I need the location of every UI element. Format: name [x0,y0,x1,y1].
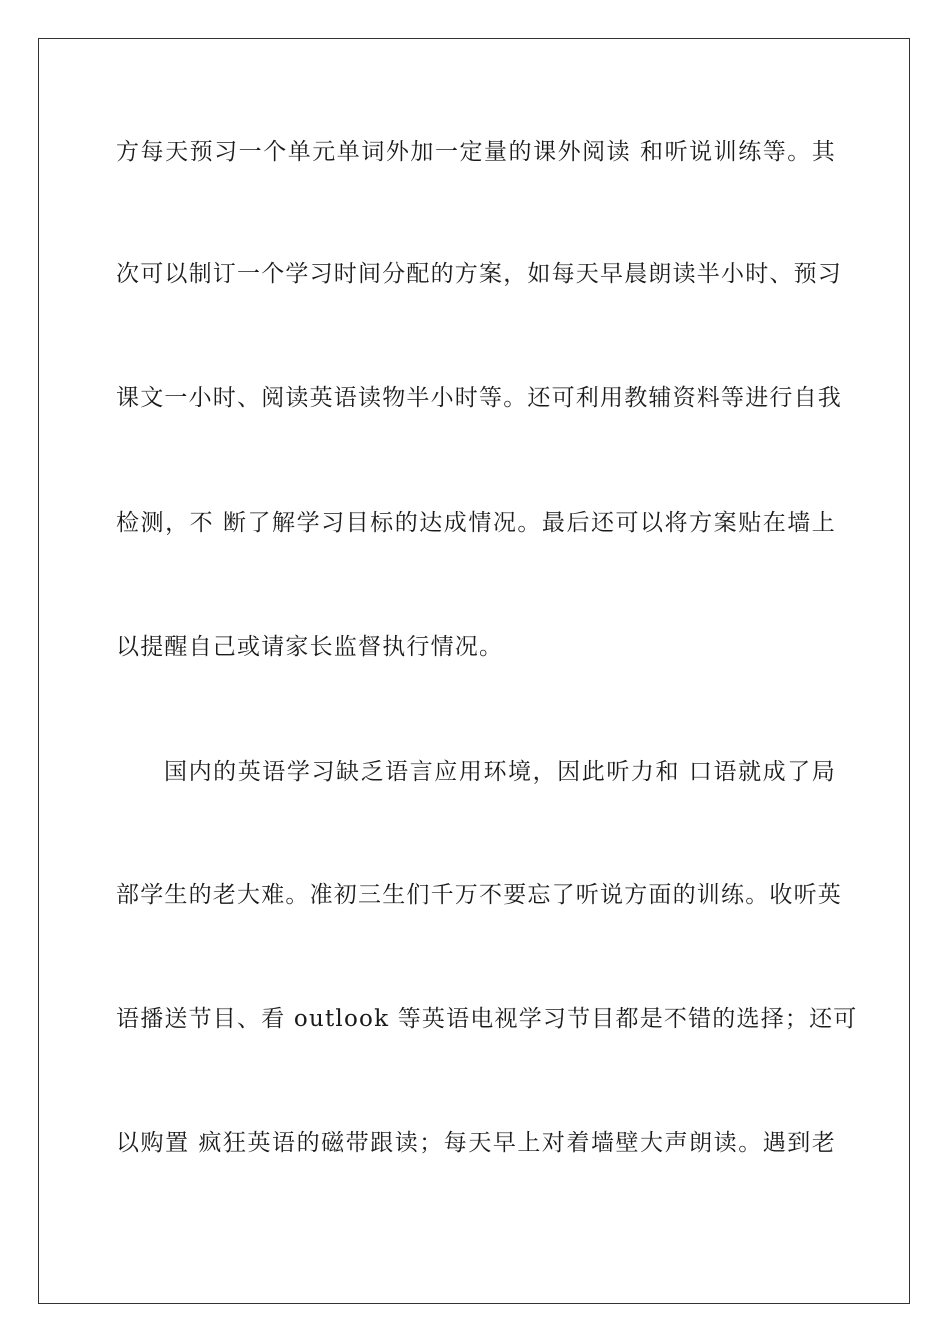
paragraph-line-1: 方每天预习一个单元单词外加一定量的课外阅读 和听说训练等。其 [116,139,836,165]
page-border [38,38,910,1304]
paragraph-line-8: 语播送节目、看 outlook 等英语电视学习节目都是不错的选择；还可 [116,1006,858,1032]
paragraph-line-2: 次可以制订一个学习时间分配的方案，如每天早晨朗读半小时、预习 [116,261,842,287]
paragraph-line-7: 部学生的老大难。准初三生们千万不要忘了听说方面的训练。收听英 [116,882,842,908]
paragraph-line-4: 检测，不 断了解学习目标的达成情况。最后还可以将方案贴在墙上 [116,510,836,536]
paragraph-line-6: 国内的英语学习缺乏语言应用环境，因此听力和 口语就成了局 [164,759,836,785]
paragraph-line-3: 课文一小时、阅读英语读物半小时等。还可利用教辅资料等进行自我 [116,385,842,411]
paragraph-line-5: 以提醒自己或请家长监督执行情况。 [116,634,504,660]
paragraph-line-9: 以购置 疯狂英语的磁带跟读；每天早上对着墙壁大声朗读。遇到老 [116,1130,836,1156]
